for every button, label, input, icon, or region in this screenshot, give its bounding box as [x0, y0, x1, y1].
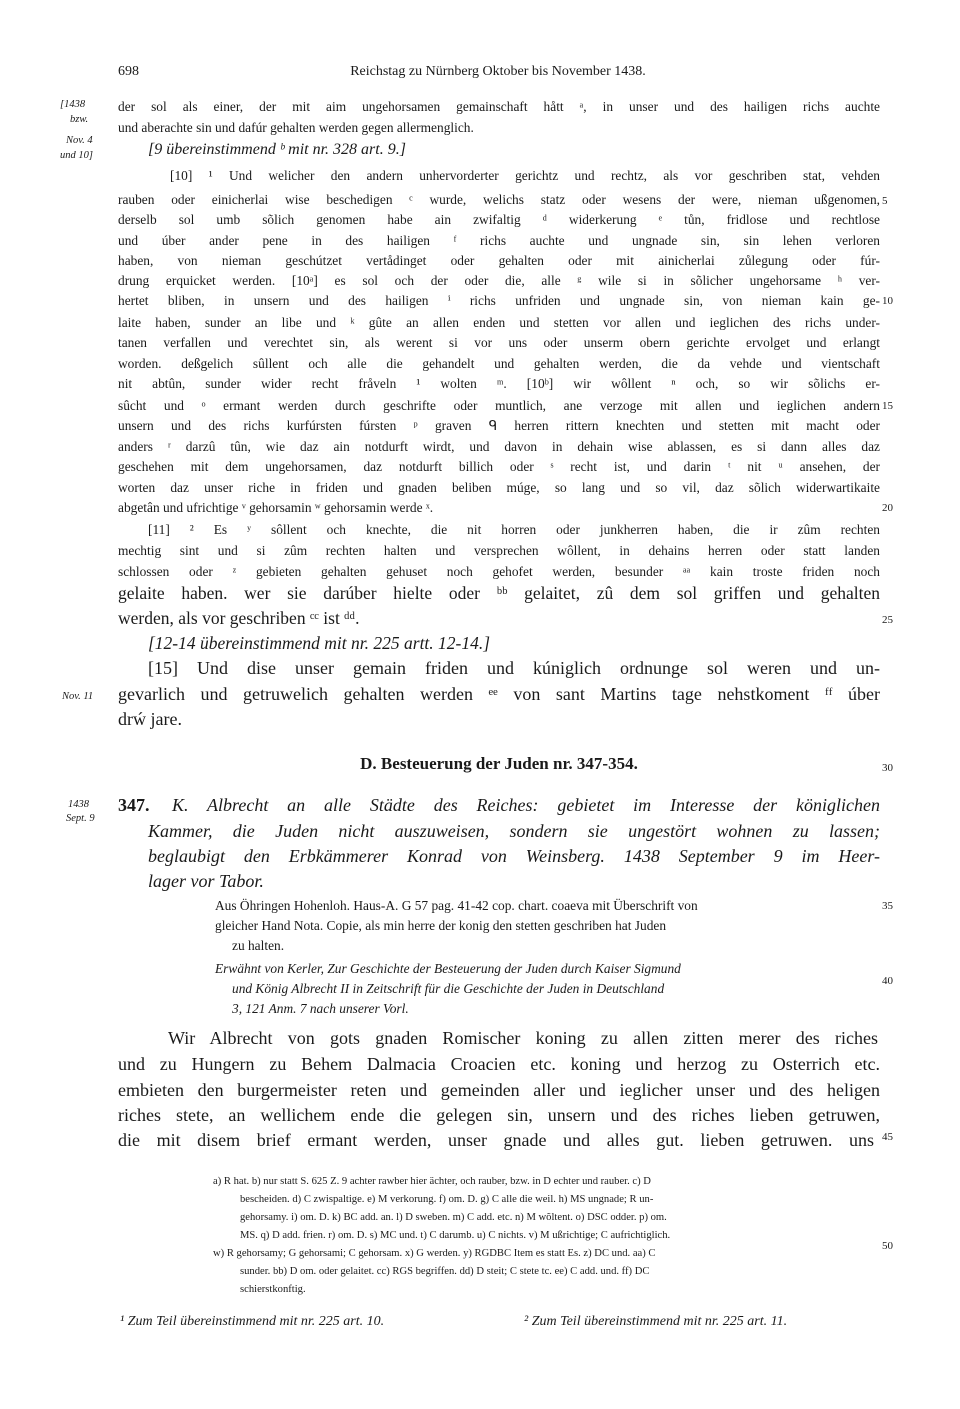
body-line: rauben oder einicherlai wise beschedigen ᶜ wurde, welichs statz oder wesens der were, nieman ußgenomen,: [118, 192, 880, 207]
document-line: embieten den burgermeister reten und gemeinden aller und ieglicher unser und des heligen: [118, 1080, 880, 1100]
source-line: Erwähnt von Kerler, Zur Geschichte der Besteuerung der Juden durch Kaiser Sigmund: [215, 961, 681, 976]
line-number: 5: [882, 195, 888, 207]
apparatus-line: bescheiden. d) C zwispaltige. e) M verkorung. f) om. D. g) C alle die weil. h) MS ungnade; R un-: [240, 1194, 654, 1205]
entry-regest-line: Kammer, die Juden nicht auszuweisen, sondern sie ungestört wohnen zu lassen;: [148, 821, 880, 841]
body-line: gelaite haben. wer sie darúber hielte oder ᵇᵇ gelaitet, zû dem sol griffen und gehalten: [118, 583, 880, 603]
body-line: [11] ² Es ʸ sôllent och knechte, die nit horren oder junkherren haben, die ir zûm rechten: [148, 522, 880, 537]
entry-number: [118, 793, 178, 817]
document-line: die mit disem brief ermant werden, unser gnade und alles gut. lieben getruwen. uns: [118, 1130, 874, 1150]
apparatus-line: w) R gehorsamy; G gehorsami; C gehorsam. x) G werden. y) RGDBC Item es statt Es. z) DC und. aa) C: [213, 1248, 656, 1259]
body-line: werden, als vor geschriben ᶜᶜ ist ᵈᵈ.: [118, 608, 360, 628]
body-line: geschehen mit dem ungehorsamen, daz notdurft billich oder ˢ recht ist, und darin ᵗ nit ᵘ ansehen, der: [118, 459, 880, 474]
apparatus-line: a) R hat. b) nur statt S. 625 Z. 9 achter rawber hier ächter, och rauber, bzw. in D echter und rauber. c) D: [213, 1176, 651, 1187]
document-line: und zu Hungern zu Behem Dalmacia Croacien etc. koning und herzog zu Osterrich etc.: [118, 1054, 880, 1074]
body-line: haben, von nieman geschútzet vertådinget oder gehalten oder mit ainicherlai zůlegung oder fúr-: [118, 253, 880, 268]
body-line: tanen verfallen und verechtet sin, als werent si vor uns oder unserm obern gerichte ervolget und erlangt: [118, 335, 880, 350]
footnote: ² Zum Teil übereinstimmend mit nr. 225 art. 11.: [524, 1314, 788, 1329]
body-line: unsern und des richs kurfúrsten fúrsten ᵖ graven ᑫ herren rittern knechten und stetten mit macht oder: [118, 418, 880, 433]
body-line: [10] ¹ Und welicher den andern unhervorderter gerichtz und rechtz, als vor geschriben stat, vehden: [170, 168, 880, 183]
margin-date: Sept. 9: [66, 813, 95, 824]
apparatus-line: sunder. bb) D om. oder gelaitet. cc) RGS begriffen. dd) D steit; C stete tc. ee) C add. und. ff) DC: [240, 1266, 650, 1277]
body-line: sûcht und ᵒ ermant werden durch geschrifte oder muntlich, ane verzoge mit allen und ieglichen andern: [118, 398, 880, 413]
body-line: worten daz unser riche in friden und gnaden beliben múge, so lang und so vil, daz sõlich widerwartikaite: [118, 480, 880, 495]
line-number: 25: [882, 614, 893, 626]
body-line: schlossen oder ᶻ gebieten gehalten gehuset noch gehofet werden, besunder ᵃᵃ kain troste friden noch: [118, 564, 880, 579]
body-line: drung erquicket werden. [10ᵃ] es sol och der oder die, alle ᵍ wile si in sõlicher ungehorsame ʰ ver-: [118, 273, 880, 288]
body-line: gevarlich und getruwelich gehalten werden ᵉᵉ von sant Martins tage nehstkoment ᶠᶠ úber: [118, 684, 880, 704]
footnote: ¹ Zum Teil übereinstimmend mit nr. 225 art. 10.: [120, 1314, 385, 1329]
body-line: laite haben, sunder an libe und ᵏ gûte an allen enden und stetten vor allen und ieglichen des richs under-: [118, 315, 880, 330]
body-line: hertet bliben, in unsern und des hailigen ⁱ richs unfriden und ungnade sin, von nieman kain ge-: [118, 293, 880, 308]
entry-regest-line: K. Albrecht an alle Städte des Reiches: gebietet im Interesse der königlichen: [172, 795, 880, 815]
source-line: gleicher Hand Nota. Copie, als min herre der konig den stetten geschriben hat Juden: [215, 918, 667, 933]
apparatus-line: MS. q) D add. frien. r) om. D. s) MC und. t) C darumb. u) C nichts. v) M ußrichtige; C aufrichtiglich.: [240, 1230, 671, 1241]
body-line: anders ʳ darzû tûn, wie daz ain notdurft wirdt, und davon in dehain wise ablassen, es si dann alles daz: [118, 439, 880, 454]
line-number: 30: [882, 762, 893, 774]
body-line: der sol als einer, der mit aim ungehorsamen gemainschaft hått ᵃ, in unser und des hailigen richs auchte: [118, 99, 880, 114]
page-number: 698: [118, 64, 139, 79]
body-line: und úber ander pene in des hailigen ᶠ richs auchte und ungnade sin, sin lehen verloren: [118, 233, 880, 248]
entry-regest-line: beglaubigt den Erbkämmerer Konrad von Weinsberg. 1438 September 9 im Heer-: [148, 846, 880, 866]
body-line: [15] Und dise unser gemain friden und kúniglich ordnunge sol weren und un-: [148, 658, 880, 678]
body-line: worden. deßgelich sûllent och alle die gehandelt und gehalten werden, die da vehde und vientschaft: [118, 356, 880, 371]
line-number: 35: [882, 900, 893, 912]
source-line: und König Albrecht II in Zeitschrift für die Geschichte der Juden in Deutschland: [232, 981, 665, 996]
line-number: 20: [882, 502, 893, 514]
entry-number-text: 347.: [118, 795, 150, 815]
apparatus-line: schierstkonftig.: [240, 1284, 306, 1295]
body-line: nit abtûn, sunder wider recht fråveln ¹ wolten ᵐ. [10ᵇ] wir wôllent ⁿ och, so wir sõlichs er-: [118, 376, 880, 391]
margin-date: bzw.: [70, 114, 89, 125]
line-number: 15: [882, 400, 893, 412]
margin-date: Nov. 11: [62, 691, 94, 702]
section-heading: D. Besteuerung der Juden nr. 347-354.: [360, 754, 638, 773]
apparatus-line: gehorsamy. i) om. D. k) BC add. an. l) D sweben. m) C add. etc. n) M wõltent. o) DSC odder. p) om.: [240, 1212, 667, 1223]
body-line: mechtig sint und si zûm rechten halten und versprechen wôllent, in dehains herren oder statt landen: [118, 543, 880, 558]
line-number: 10: [882, 295, 893, 307]
body-line: und aberachte sin und dafúr gehalten werden gegen allermenglich.: [118, 120, 474, 135]
article-reference: [12-14 übereinstimmend mit nr. 225 artt. 12-14.]: [148, 633, 491, 653]
margin-date: [1438: [60, 99, 86, 110]
running-title: Reichstag zu Nürnberg Oktober bis November 1438.: [350, 64, 646, 79]
body-line: drẃ jare.: [118, 709, 182, 729]
article-reference: [9 übereinstimmend ᵇ mit nr. 328 art. 9.]: [148, 141, 406, 158]
margin-date: 1438: [68, 799, 89, 810]
margin-date: und 10]: [60, 150, 93, 161]
line-number: 50: [882, 1240, 893, 1252]
running-header: [118, 64, 878, 86]
document-line: Wir Albrecht von gots gnaden Romischer koning zu allen zitten merer des riches: [168, 1028, 878, 1048]
source-line: 3, 121 Anm. 7 nach unserer Vorl.: [232, 1001, 409, 1016]
entry-regest-line: lager vor Tabor.: [148, 871, 264, 891]
source-line: zu halten.: [232, 938, 285, 953]
body-line: abgetân und ufrichtige ᵛ gehorsamin ʷ gehorsamin werde ˣ.: [118, 500, 434, 515]
line-number: 45: [882, 1131, 893, 1143]
source-line: Aus Öhringen Hohenloh. Haus-A. G 57 pag. 41-42 cop. chart. coaeva mit Überschrift von: [215, 898, 698, 913]
line-number: 40: [882, 975, 893, 987]
body-line: derselb sol umb sõlich genomen habe ain zwifaltig ᵈ widerkerung ᵉ tůn, fridlose und rechtlose: [118, 212, 880, 227]
document-line: riches stete, an wellichem ende die gelegen sin, unsern und des riches lieben getruwen,: [118, 1105, 880, 1125]
margin-date: Nov. 4: [66, 135, 93, 146]
